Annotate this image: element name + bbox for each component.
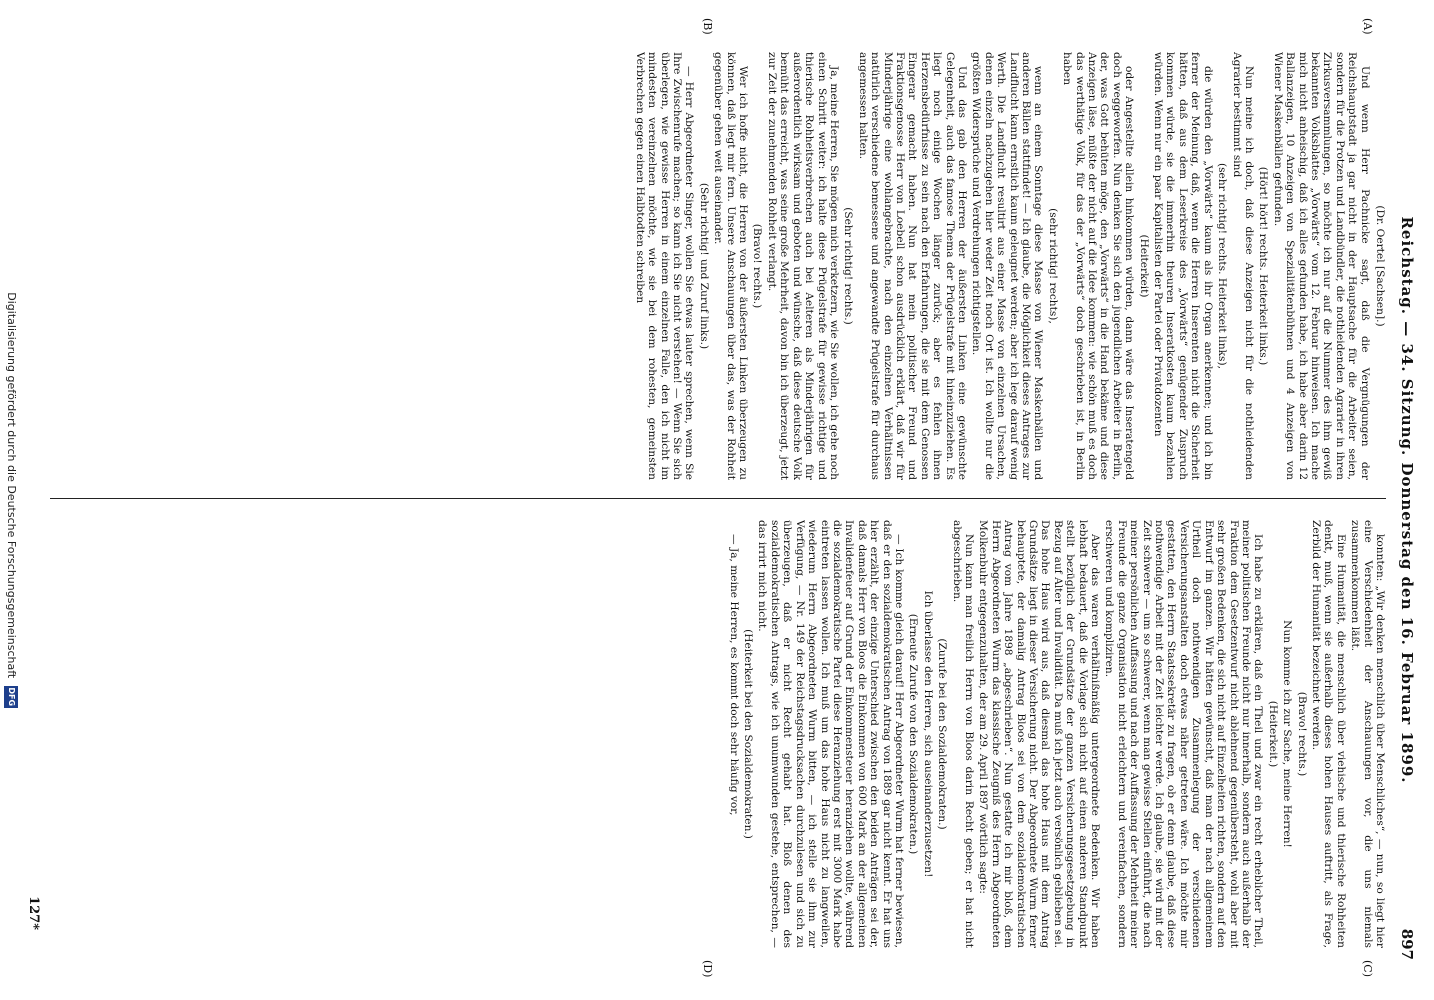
- paragraph: Eine Humanität, die menschlich über viehische und thierische Rohheiten denkt, muß, wenn sie außerhalb dieses hohen Hauses auftritt, als Frage, Zerbild der Humanität bezeichnet werden.: [1309, 520, 1347, 948]
- column-divider: [50, 498, 1386, 499]
- paragraph: (sehr richtig! rechts),: [1046, 208, 1059, 324]
- margin-marker-d: (D): [701, 960, 714, 978]
- running-title: Reichstag. — 34. Sitzung. Donnerstag den 16. Februar 1899.: [1398, 216, 1416, 784]
- paragraph: (Bravo! rechts.): [751, 223, 764, 309]
- paragraph: (Heiterkeit): [1137, 234, 1150, 298]
- credit-text: Digitalisierung gefördert durch die Deutsche Forschungsgemeinschaft: [5, 292, 18, 679]
- dfg-logo: DFG: [4, 686, 18, 708]
- paragraph: oder Angestellte allein hinkommen würden, dann wäre das Inseratengeld doch weggeworfen. Nun denken Sie sich den jugendlichen Arbeiter in Berlin, der, was Gott behüten möge, den „Vorwärts“ in die Hand bekäme und diese Anzeigen läse, müßte der nicht auf die Idee kommen: wie schön muß es doch das werthätige Volk, für das der „Vorwärts“ doch geschrieben ist, in Berlin haben: [1061, 52, 1136, 480]
- paragraph: — Ich komme gleich darauf! Herr Abgeordneter Wurm hat ferner bewiesen, daß er den sozialdemokratischen Antrag von 1889 gar nicht kennt. Er hat uns hier erzählt, der einzige Unterschied zwischen den beiden Anträgen sei der, daß damals Herr von Bloos die Einkommen von 600 Mark an der allgemeinen Invalidenfeuer auf Grund der Einkommensteuer heranziehen wollte, während die sozialdemokratische Partei diese Heranziehung erst mit 3000 Mark habe eintreten lassen wollen. Ich muß um das hohe Haus nicht zu langweilen, wiederum Herrn Abgeordneten Wurm bitten, — ich stelle sie ihm zur Verfügung, — Nr. 149 der Reichstagsdrucksachen durchzulesen und sich zu überzeugen, daß er nicht Recht gehabt hat. Bloß denen des sozialdemokratischen Antrags, wie ich unumwunden gestehe, entsprechen, — das irrirt mich nicht.: [756, 520, 905, 948]
- sheet-signature: 127*: [26, 896, 41, 930]
- digitization-credit: [0, 0, 22, 1000]
- paragraph: (Erneute Zurufe von den Sozialdemokraten.): [907, 613, 920, 855]
- paragraph: (Sehr richtig! und Zuruf links.): [697, 182, 710, 350]
- paragraph: (Heiterkeit bei den Sozialdemokraten.): [742, 629, 755, 839]
- right-text-column: [50, 520, 1386, 948]
- speaker-label: (Dr. Oertel [Sachsen].): [1374, 205, 1386, 327]
- paragraph: konnten: „Wir denken menschlich über Menschliches“, — nun, so liegt hier eine Verschiedenheit der Anschauungen vor, die uns niemals zusammenkommen läßt.: [1349, 520, 1386, 948]
- paragraph: (Zurufe bei den Sozialdemokraten.): [936, 638, 949, 830]
- margin-marker-c: (C): [1361, 960, 1374, 977]
- paragraph: (Heiterkeit.): [1266, 700, 1279, 768]
- margin-marker-b: (B): [701, 18, 714, 35]
- page-header: [1392, 40, 1420, 960]
- paragraph: Nun meine ich doch, daß diese Anzeigen nicht für die nothleidenden Agrarier bestimmt sind: [1230, 52, 1255, 480]
- paragraph: — Herr Abgeordneter Singer, wollen Sie etwas lauter sprechen, wenn Sie Ihre Zwischenrufe machen; so kann ich Sie nicht verstehen! — Wenn Sie sich überlegen, wie gewisse Herren in einem einzelnen Falle, den ich nicht im mindesten vereinzelnen möchte, wie sie bei dem rohesten, gemeinsten Verbrechen gegen einen Halbtodten schreiben: [633, 52, 696, 480]
- paragraph: Ich überlasse den Herren, sich auseinanderzusetzen!: [921, 590, 934, 878]
- paragraph: — Ja, meine Herren, es kommt doch sehr häufig vor,: [727, 534, 740, 816]
- paragraph: Und das gab den Herren der äußersten Linken eine gewünschte Gelegenheit, auch das famose Thema der Prügelstrafe mit hineinzuziehen. Es liegt noch einige Wochen länger zurück; aber es fehlen ihnen Herzensbedürfnisse zu sein nach den Erfahrungen, die sie mit dem Genossen Eingerar gemacht haben. Nun hat mein politischer Freund und Fraktionsgenosse Herr von Loebell schon ausdrücklich erklärt, daß wir für Minderjährige eine wohlangebrachte, nach den einzelnen Verhältnissen natürlich verschiedene bemessene und angewandte Prügelstrafe für durchaus angemessen halten.: [856, 52, 968, 480]
- paragraph: (sehr richtig! rechts. Heiterkeit links),: [1216, 162, 1229, 369]
- paragraph: Ja, meine Herren, Sie mögen mich verketzern, wie Sie wollen, ich gehe noch einen Schritt weiter: ich halte diese Prügelstrafe für gewisse richtige und thierische Rohheitsverbrechen auch bei Aelteren als Minderjährigen für außerordentlich wirksam und geboten und wünsche, daß diese deutsche Volk bemüht das erreicht, was seine große Mehrheit, davon bin ich überzeugt, jetzt zur Zeit der zunehmenden Rohheit verlangt.: [765, 52, 840, 480]
- paragraph: die würden den „Vorwärts“ kaum als ihr Organ anerkennen; und ich bin ferner der Meinung, daß, wenn die Herren Inserenten nicht die Sicherheit hätten, daß aus dem Leserkreise des „Vorwärts“ genügender Zuspruch kommen würde, sie die immerhin theuren Inseratkosten kaum bezahlen würden. Wenn nur ein paar Kapitalisten der Partei oder Privatdozenten: [1152, 52, 1214, 480]
- margin-marker-a: (A): [1361, 18, 1374, 35]
- paragraph: wenn an einem Sonntage diese Masse von Wiener Maskenbällen und anderen Bällen stattfindet! — Ich glaube, die Möglichkeit dieses Antrages zur Landflucht kann ernstlich kaum geleugnet werden; aber ich lege darauf wenig Werth. Die Landflucht resultirt aus einer Masse von einzelnen Ursachen, denen einzeln nachzugehen hier weder Zeit noch Ort ist. Ich wollte nur die größten Widersprüche und Verdrehungen richtigstellen.: [970, 52, 1045, 480]
- paragraph: (Bravo! rechts.): [1295, 691, 1308, 777]
- paragraph: Nun kann man freilich Herrn von Bloos darin Recht geben; er hat nicht abgeschrieben.: [950, 520, 975, 948]
- paragraph: Wer ich hoffe nicht, die Herren von der äußersten Linken überzeugen zu können, daß liegt mir fern. Unsere Anschauungen über das, was der Rohheit gegenüber gehen weit auseinander.: [712, 52, 750, 480]
- paragraph: Und wenn Herr Pachnicke sagt, daß die Vergnügungen der Reichshauptstadt ja gar nicht in der Hauptsache für die Arbeiter seien, sondern für die Protzen und Landbündler, die nothleidenden Agrarier in ihren Zirkusversammlungen, so möchte ich nur auf die Nummer des ihm gewiß bekannten Volksblattes „Vorwärts“ vom 12. Februar hinweisen. Ich mache mich nicht anheischig, daß ich alles gefunden habe, ich habe aber darin 12 Ballanzeigen, 10 Anzeigen von Spezialitätenbühnen und 4 Anzeigen von Wiener Maskenbällen gefunden.: [1271, 52, 1371, 480]
- paragraph: Nun komme ich zur Sache, meine Herren!: [1281, 620, 1294, 848]
- page-number: 897: [1398, 928, 1416, 960]
- paragraph: (Sehr richtig! rechts.): [842, 207, 855, 325]
- paragraph: (Hört! hört! rechts. Heiterkeit links.): [1257, 166, 1270, 366]
- left-text-column: [50, 52, 1386, 480]
- paragraph: Aber das waren verhältnißmäßig untergeordnete Bedenken. Wir haben lebhaft bedauert, daß die Vorlage sich nicht auf einen anderen Standpunkt stellt bezüglich der Grundsätze der ganzen Versicherungsgesetzgebung in Bezug auf Alter und Invalidität. Da muß ich jetzt auch versönlich geblieben sei. Das hohe Haus wird aus, daß diesmal das hohe Haus mit dem Antrag Grundsätze liegt in dieser Versicherung nicht. Der Abgeordnete Wurm ferner behauptete, der damalig Antrag Bloos sei von dem sozialdemokratischen Antrag vom Jahre 1898 „abgeschrieben“. Nun gestatte ich mir bloß, dem Herrn Abgeordneten Wurm das klassische Zeugniß des Herrn Abgeordneten Molkenbuhr entgegenzuhalten, der am 29. April 1897 wörtlich sagte:: [977, 520, 1102, 948]
- paragraph: Ich habe zu erklären, daß ein Theil und zwar ein recht erheblicher Theil, meiner politischen Freunde nicht nur innerhalb, sondern auch außerhalb der Fraktion dem Gesetzentwurf nicht ablehnend gegenübersteht, wohl aber mit sehr großen Bedenken, die sich nicht auf Einzelheiten richten, sondern auf den Entwurf im ganzen. Wir hätten gewünscht, daß man der nach allgemeinem Urtheil doch nothwendigen Zusammenlegung der verschiedenen Versicherungsanstalten doch etwas näher getreten wäre. Ich möchte mir gestatten, den Herrn Staatssekretär zu fragen, ob er denn glaube, daß diese nothwendige Arbeit mit der Zeit leichter werde. Ich glaube, sie wird mit der Zeit schwerer — um so schwerer, wenn man gewisse Stellen einführt, die nach meiner persönlichen Auffassung und nach der Auffassung der Mehrheit meiner Freunde die ganze Organisation nicht erleichtern und vereinfachen, sondern erschweren und kompliziren.: [1103, 520, 1265, 948]
